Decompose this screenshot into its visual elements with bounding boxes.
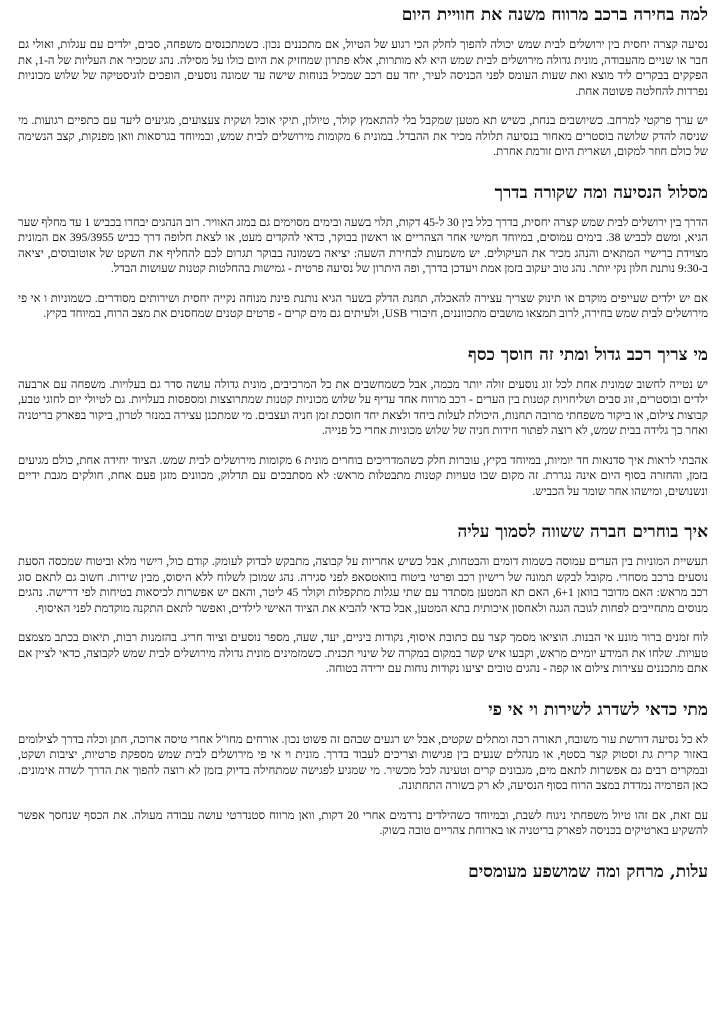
section-who-needs-large-vehicle	[18, 344, 708, 500]
section-why-spacious-vehicle	[18, 4, 708, 160]
paragraph: תעשיית המוניות בין הערים עמוסה בשמות דומים והבטחות, אבל כשיש אחריות על קבוצה, מתבקש לבדוק לעומק. קודם כול, רישוי מלא וביטוח שמכסה הסעת נוסעים ברכב מסחרי. מקובל לבקש תמונה של רישיון רכב ופרטי ביטוח בוואטסאפ לפני סגירה. נהג שמוכן לשלוח ללא היסוס, מבין שירות. חשוב גם לתאם סוג רכב מראש: האם מדובר בוואן 6+1, האם תא המטען מסתדר עם שתי עגלות מתקפלות וקולר 45 ליטר, והאם יש אפשרות לכיסאות בטיחות לפי דרישה. נהגים מנוסים מתחייבים לפחות לגובה הגגה ולאחסון איכותית בתא המטען, אבל כדאי להביא את הציוד האישי לילדים, ואפשר לתאם התקנה מוקדמת לפני האיסוף.	[18, 555, 708, 615]
section-cost-distance	[18, 861, 708, 883]
paragraph: עם זאת, אם זהו טיול משפחתי ניגוח לשבת, ובמיוחד כשהילדים נרדמים אחרי 20 דקות, וואן מרווח סטנדרטי עושה עבודה מעולה. את הכסף שנחסך אפשר להשקיע בארטיקים בכניסה לפארק בריטניה או בארוחת צהריים טובה בשוק.	[18, 808, 709, 837]
section-title: עלות, מרחק ומה שמושפע מעומסים	[468, 861, 708, 882]
section-vip-upgrade	[18, 699, 708, 839]
section-title: למה בחירה ברכב מרווח משנה את חוויית היום	[401, 5, 708, 25]
paragraph: אהבתי לראות איך סדנאות חד יומיות, במיוחד בקיץ, עוברות חלק כשהמדריכים בוחרים מונית 6 מקומות מירושלים לבית שמש. הציוד יחידה אחת, כולם מגיעים בזמן, והחזרה בסוף היום אינה נגררת. זה מקום שבו טעויות קטנות מתבטלות מראש: לא מסתבכים עם תדלוק, מכוונים מזגן פעם אחת, חולקים מגבת ידיים ונשנושים, ומישהו אחר שומר על הכביש.	[18, 453, 708, 498]
section-title: מתי כדאי לשדרג לשירות וי אי פי	[488, 699, 708, 720]
section-route	[18, 182, 708, 322]
paragraph: הדרך בין ירושלים לבית שמש קצרה יחסית, בדרך כלל בין 30 ל-45 דקות, תלוי בשעה ובימים מסוימים גם במזג האוויר. רוב הנהגים יבחרו בכביש 1 עד מחלף שער הגיא, ומשם לכביש 38. בימים עמוסים, במיוחד חמישי אחר הצהריים או ראשון בבוקר, כדאי להקדים מעט, או לצאת חלופה דרך כביש 395/3955 אם המונית מצוידת ברישיי המתאים והנהג מכיר את העיקולים. יש משמעות לבחירת השעה: יציאה בשמונה בבוקר תגרום לכם להחליף את השקט של אוטובוסים, יציאה ב-9:30 נותנת חלון נקי יותר. נהג טוב יעקוב בזמן אמת ויעדכן בדרך, ופה היתרון של נסיעה פרטית - גמישות בהחלטות קטנות שעושות הבדל.	[18, 215, 708, 275]
section-title: מסלול הנסיעה ומה שקורה בדרך	[494, 182, 708, 203]
paragraph: לוח זמנים ברור מונע אי הבנות. הוציאו מסמך קצר עם כתובת איסוף, נקודות ביניים, יעד, שעה, מספר נוסעים וציוד חריג. בהזמנות רבות, תיאום בכתב מצמצם טעויות. שלחו את המידע יומיים מראש, וקבעו איש קשר במקום במקרה של שינוי תכנית. כשמזמינים מונית גדולה מירושלים לבית שמש לקבוצה, כדאי לציין אם אתם מתכננים עצירות צילום או קפה - נהגים טובים יציעו נקודות נוחות עם ירידה בטוחה.	[18, 631, 708, 675]
paragraph: נסיעה קצרה יחסית בין ירושלים לבית שמש יכולה להפוך לחלק הכי רגוע של הטיול, אם מתכננים נכון. כשמתכנסים משפחה, סבים, ילדים עם עגלות, ואולי גם חבר או שניים מהעבודה, מונית גדולה מירושלים לבית שמש היא לא מותרות, אלא פתרון שמחזיק את היום כולו על מסילה. נהג שמכיר את העליות של ה-1, את הפקקים בבקרים ליד מוצא ואת שעות העומס לפני הכניסה לעיר, יחד עם רכב שמכיל בנוחות שישה עד שמונה נוסעים, הופכים לוגיסטיקה של שלוש מכוניות נפרדות להחלטה פשוטה אחת.	[18, 38, 708, 98]
section-choosing-company	[18, 521, 708, 677]
paragraph: לא כל נסיעה דורשת עור משובח, תאורה רכה ומתלים שקטים, אבל יש רגעים שבהם זה פשוט נכון. אורחים מחו"ל אחרי טיסה ארוכה, חתן וכלה בדרך לצילומים באזור קרית גת וסטוק קצר בסטף, או מנהלים שנעים בין פגישות וצריכים לעבוד בדרך. מונית וי אי פי מירושלים לבית שמש מספקת פרטיות, יציבות ושקט, ובמקרים רבים גם אפשרות לתאם מים, מגבונים קרים וטעינה לכל מכשיר. מי שמגיע לפגישה שמתחילה בדיוק בזמן לא רוצה להפוך את הדרך לשדה אימונים. כאן הפרמיה נמדדת במצב הרוח בסוף הנסיעה, לא רק בשורה התחתונה.	[18, 732, 708, 792]
section-title: איך בוחרים חברה ששווה לסמוך עליה	[457, 522, 708, 542]
paragraph: יש נטייה לחשוב שמונית אחת לכל זוג נוסעים זולה יותר מכמה, אבל כשמחשבים את כל המרכיבים, מונית גדולה עושה סדר גם בעלויות. משפחה עם ארבעה ילדים ובוסטרים, זוג סבים ושליחויות קטנות בין הערים - רכב מרווח אחד עדיף על שלוש מכוניות קטנות שמתרוצצות ומספסות בעלויות. גם לטיולי יום לחוגי טבע, קבוצות צילום, או ביקור משפחתי מרובה תחנות, היכולת לעלות ביחד ולצאת יחד חוסכת זמן חניה ועצבים. מי שמתכנן עצירה במנזר לטרון, ביקור בפארק בריטניה ואחר כך גלידה בבית שמש, לא רוצה לפתור חידות חניה של שלוש מכוניות אחרי כל פנייה.	[18, 377, 708, 437]
paragraph: יש ערך פרקטי למרחב. כשיושבים בנחת, כשיש תא מטען שמקבל בלי להתאמץ קולר, טיולון, תיקי אוכל ושקית צעצועים, מגיעים ליעד עם כתפיים רגועות. מי שניסה להדק שלושה בוסטרים מאחור בנסיעה תלולה מכיר את ההבדל. במונית 6 מקומות מירושלים לבית שמש, ובמיוחד בגרסאות וואן מפנקות, קצב הנשימה של כולם חוזר למקום, ושארית היום זורמת אחרת.	[18, 114, 709, 158]
section-title: מי צריך רכב גדול ומתי זה חוסך כסף	[468, 344, 708, 365]
paragraph: אם יש ילדים שעייפים מוקדם או תינוק שצריך עצירה להאכלה, תחנת הדלק בשער הגיא נותנת פינת מנוחה נקייה יחסית ושירותים מסודרים. כשמוניות ו אי פי מירושלים לבית שמש בחירה, לרוב תמצאו מושבים מתכווננים, חיבורי USB, ולעיתים גם מים קרים - פרטים קטנים שמחסנים את מצב הרוח, במיוחד בקיץ.	[18, 291, 708, 320]
